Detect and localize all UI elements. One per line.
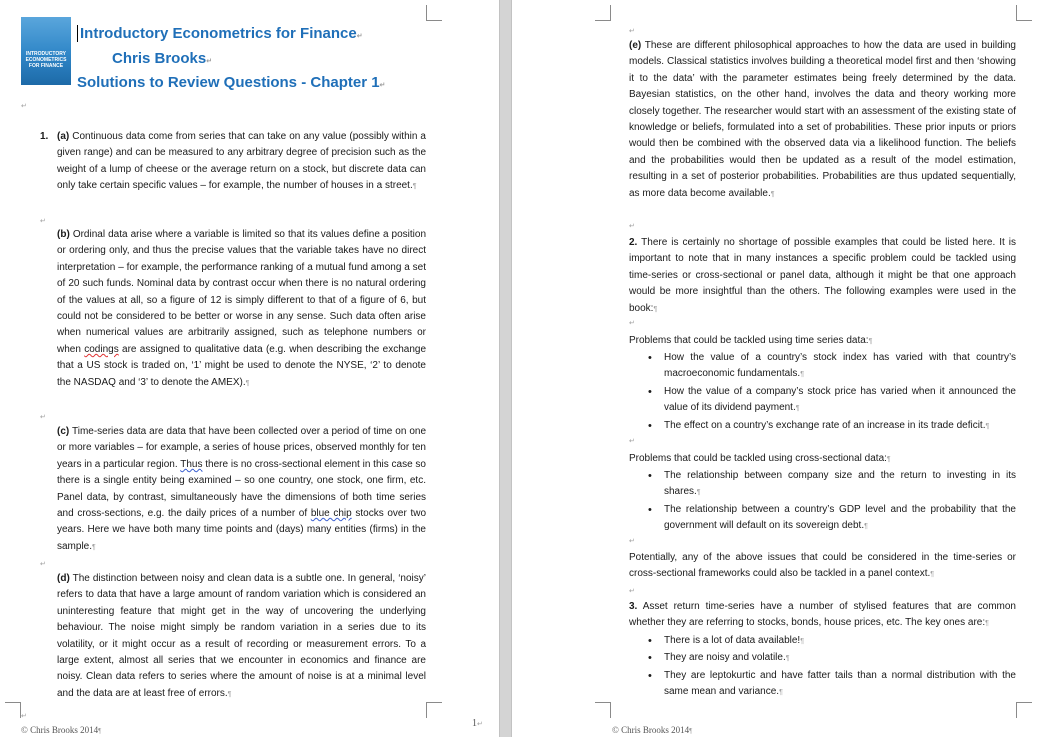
paragraph-mark: ↵	[629, 320, 635, 327]
author-name-text: Chris Brooks	[112, 50, 207, 67]
list-item-text: They are leptokurtic and have fatter tails than a normal distribution with the same mean and variance.	[664, 669, 1016, 698]
paragraph-mark: ↵	[629, 538, 635, 545]
list-item[interactable]: • How the value of a country’s stock index has varied with that country’s macroeconomic fundamentals.¶	[629, 350, 1016, 384]
paragraph-mark: ↵	[629, 438, 635, 445]
author-name: Chris Brooks↵	[112, 50, 213, 67]
page-footer[interactable]: © Chris Brooks 2014¶	[21, 725, 102, 735]
answer-2[interactable]: 2. There is certainly no shortage of possible examples that could be listed here. It is important to note that in many instances a specific problem could be tackled using time-series or cross-sectional or panel data, although it might be that one approach would be more insightful than the others. The following examples were used in the book:¶	[629, 237, 1016, 314]
answer-text: there is no cross-sectional element in this case so there is a single entity being examined – so one country, one stock, one firm, etc. Panel data, by contrast, simultaneously have the dimensions of both time series and cross-sections, e.g. the daily prices of a number of	[57, 458, 426, 520]
answer-text: are assigned to qualitative data (e.g. when describing the exchange that a US stock is traded on, ‘1’ might be used to denote the NYSE, ‘2’ to denote the NASDAQ and ‘3’ to denote the AMEX).	[57, 343, 427, 388]
crop-mark	[426, 5, 442, 21]
paragraph-mark: ↵	[629, 28, 635, 35]
part-label: (e)	[629, 40, 642, 51]
page-number: 1↵	[472, 718, 483, 729]
book-cover-image	[21, 17, 71, 85]
answer-3[interactable]: 3. Asset return time-series have a number of stylised features that are common whether they are referring to stocks, bonds, house prices, etc. The key ones are:¶	[629, 601, 1016, 629]
part-label: (d)	[57, 573, 70, 584]
book-cover-line: INTRODUCTORY	[26, 51, 66, 57]
answer-1c[interactable]: (c) Time-series data are data that have been collected over a period of time on one or more variables – for example, a series of house prices, observed monthly for ten years in a particular region. Thus there is no cross-sectional element in this case so there is a single entity being examined – so one country, one stock, one firm, etc. Panel data, by contrast, simultaneously have the dimensions of both time series and cross-sections, e.g. the daily prices of a number of blue chip stocks over two years. Here we have both many time points and (days) many entities (firms) in the sample.¶	[57, 426, 427, 552]
page-gutter	[499, 0, 512, 737]
paragraph-mark: ↵	[21, 713, 27, 720]
crop-mark	[595, 5, 611, 21]
list-item-text: How the value of a country’s stock index has varied with that country’s macroeconomic fundamentals.	[664, 352, 1016, 380]
document-title[interactable]: Introductory Econometrics for Finance↵	[77, 25, 363, 42]
crop-mark	[1016, 5, 1032, 21]
footer-text: © Chris Brooks 2014	[612, 725, 690, 735]
answer-1a-text[interactable]: (a) Continuous data come from series that can take on any value (possibly within a given range) and can be measured to any arbitrary degree of precision such as the weight of a lump of cheese or the average return on a stock, but discrete data can only take certain specific values – for example, the number of houses in a street.¶	[57, 131, 426, 192]
answer-text: Potentially, any of the above issues that could be considered in the time-series or cross-sectional frameworks could also be tackled in a panel context.	[629, 552, 1016, 580]
crop-mark	[595, 702, 611, 718]
list-item[interactable]: • How the value of a company’s stock price has varied when it announced the value of its dividend payment.¶	[629, 384, 1016, 418]
crop-mark	[1016, 702, 1032, 718]
paragraph-mark: ↵	[629, 223, 635, 230]
list-item-text: There is a lot of data available!	[664, 635, 801, 646]
paragraph-mark: ↵	[40, 561, 46, 568]
part-label: (a)	[57, 131, 70, 142]
grammar-flag: Thus	[180, 458, 203, 470]
cross-sectional-list	[629, 468, 1016, 536]
answer-text: stocks over two years. Here we have both many time points and (days) many entities (firms) in the sample.	[57, 508, 427, 552]
panel-paragraph[interactable]: Potentially, any of the above issues that could be considered in the time-series or cross-sectional frameworks could also be tackled in a panel context.¶	[629, 552, 1016, 580]
part-label: (b)	[57, 229, 70, 240]
list-heading: Problems that could be tackled using time series data:	[629, 335, 869, 346]
answer-text: Continuous data come from series that can take on any value (possibly within a given range) and can be measured to any arbitrary degree of precision such as the weight of a lump of cheese or the average return on a stock, but discrete data can only take certain specific values – for example, the number of houses in a street.	[57, 131, 426, 192]
part-label: (c)	[57, 426, 70, 437]
paragraph-mark: ↵	[40, 218, 46, 225]
list-item-text: How the value of a company’s stock price has varied when it announced the value of its dividend payment.	[664, 385, 1016, 414]
list-item[interactable]: • The relationship between a country’s GDP level and the probability that the government will default on its sovereign debt.¶	[629, 502, 1016, 536]
document-title-text: Introductory Econometrics for Finance	[80, 25, 357, 42]
paragraph-mark: ↵	[629, 588, 635, 595]
list-item-text: The relationship between a country’s GDP level and the probability that the government will default on its sovereign debt.	[664, 503, 1016, 532]
book-cover-line: ECONOMETRICS	[25, 57, 67, 63]
grammar-flag: blue chip	[310, 508, 352, 520]
cross-sectional-heading[interactable]: Problems that could be tackled using cross-sectional data:¶	[629, 453, 891, 464]
list-item-text: They are noisy and volatile.	[664, 652, 786, 664]
crop-mark	[5, 702, 21, 718]
footer-text: © Chris Brooks 2014	[21, 725, 99, 735]
answer-text: Ordinal data arise where a variable is limited so that its values define a position or ordering only, and thus the precise values that the variable takes have no direct interpretation – for example, the performance ranking of a mutual fund among a set of 20 such funds. Nominal data by contrast occur when there is no natural ordering of the values at all, so a figure of 12 is simply different to that of a figure of 6, but could not be considered to be better or worse in any sense. Such data often arise when numerical values are arbitrarily assigned, such as telephone numbers or when	[57, 229, 427, 355]
answer-text: These are different philosophical approaches to how the data are used in building models. Classical statistics involves building a theoretical model first and then ‘showing it to the data’ with the parameter estimates being freely determined by the data. Bayesian statistics, on the other hand, involves the data and theory working more closely together. The researcher would start with an assessment of the existing state of knowledge or beliefs, formulated into a set of probabilities. These prior inputs or priors would then be combined with the observed data via a likelihood function. The beliefs and the probabilities would then be updated as a result of the model estimation, resulting in a set of posterior probabilities. Probabilities are thus updated sequentially, as more data become available.	[629, 40, 1016, 199]
answer-1b[interactable]: (b) Ordinal data arise where a variable is limited so that its values define a position or ordering only, and thus the precise values that the variable takes have no direct interpretation – for example, the performance ranking of a mutual fund among a set of 20 such funds. Nominal data by contrast occur when there is no natural ordering of the values at all, so a figure of 12 is simply different to that of a figure of 6, but could not be considered to be better or worse in any sense. Such data often arise when numerical values are arbitrarily assigned, such as telephone numbers or when codings are assigned to qualitative data (e.g. when describing the exchange that a US stock is traded on, ‘1’ might be used to denote the NYSE, ‘2’ to denote the NASDAQ and ‘3’ to denote the AMEX).¶	[57, 229, 427, 388]
answer-text: Asset return time-series have a number of stylised features that are common whether they are referring to stocks, bonds, house prices, etc. The key ones are:	[629, 601, 1016, 629]
list-item[interactable]: • There is a lot of data available!¶	[629, 633, 1016, 650]
document-subtitle-text: Solutions to Review Questions - Chapter 1	[77, 74, 380, 91]
crop-mark	[426, 702, 442, 718]
list-item[interactable]: • The effect on a country’s exchange rate of an increase in its trade deficit.¶	[629, 418, 1016, 435]
list-item-text: The relationship between company size and the return to investing in its shares.	[664, 470, 1016, 498]
document-page-left	[0, 0, 499, 737]
list-heading: Problems that could be tackled using cross-sectional data:	[629, 453, 887, 464]
list-item[interactable]: • They are noisy and volatile.¶	[629, 650, 1016, 667]
paragraph-mark: ↵	[21, 103, 27, 110]
list-item[interactable]: • They are leptokurtic and have fatter tails than a normal distribution with the same mean and variance.¶	[629, 668, 1016, 702]
list-item-text: The effect on a country’s exchange rate of an increase in its trade deficit.	[664, 419, 986, 431]
page-footer[interactable]: © Chris Brooks 2014¶	[612, 725, 693, 735]
answer-1e[interactable]: (e) These are different philosophical approaches to how the data are used in building models. Classical statistics involves building a theoretical model first and then ‘showing it to the data’ with the parameter estimates being freely determined by the data. Bayesian statistics, on the other hand, involves the data and theory working more closely together. The researcher would start with an assessment of the existing state of knowledge or beliefs, formulated into a set of probabilities. These prior inputs or priors would then be combined with the observed data via a likelihood function. The beliefs and the probabilities would then be updated as a result of the model estimation, resulting in a set of posterior probabilities. Probabilities are thus updated sequentially, as more data become available.¶	[629, 40, 1016, 199]
document-subtitle: Solutions to Review Questions - Chapter 1↵	[77, 74, 386, 91]
list-item[interactable]: • The relationship between company size and the return to investing in its shares.¶	[629, 468, 1016, 502]
paragraph-mark: ↵	[40, 414, 46, 421]
question-number: 3.	[629, 601, 638, 612]
question-number: 2.	[629, 237, 638, 248]
answer-text: The distinction between noisy and clean data is a subtle one. In general, ‘noisy’ refers to data that have a large amount of random variation which is considered an uninteresting feature that might get in the way of uncovering the underlying behaviour. The noise might simply be random variation in a series due to its volatility, or it might occur as a result of recording or measurement errors. To a large extent, almost all series that we encounter in economics and finance are noisy. Clean data refers to series where the amount of noise is at a minimal level and the data are at least free of errors.	[57, 573, 426, 699]
book-cover-line: FOR FINANCE	[28, 63, 64, 69]
time-series-heading[interactable]: Problems that could be tackled using time series data:¶	[629, 335, 873, 346]
spelling-flag: codings	[84, 343, 119, 355]
answer-text: There is certainly no shortage of possible examples that could be listed here. It is important to note that in many instances a specific problem could be tackled using time-series or cross-sectional or panel data, although it might be that one approach would be more insightful than the others. The following examples were used in the book:	[629, 237, 1016, 314]
document-page-right	[512, 0, 1039, 737]
stylised-features-list	[629, 633, 1016, 702]
page-number-text: 1	[472, 718, 477, 729]
question-number: 1.	[40, 131, 49, 142]
answer-1d[interactable]: (d) The distinction between noisy and clean data is a subtle one. In general, ‘noisy’ refers to data that have a large amount of random variation which is considered an uninteresting feature that might get in the way of uncovering the underlying behaviour. The noise might simply be random variation in a series due to its volatility, or it might occur as a result of recording or measurement errors. To a large extent, almost all series that we encounter in economics and finance are noisy. Clean data refers to series where the amount of noise is at a minimal level and the data are at least free of errors.¶	[57, 573, 426, 699]
answer-text: Time-series data are data that have been collected over a period of time on one or more variables – for example, a series of house prices, observed monthly for ten years in a particular region.	[57, 426, 426, 470]
time-series-list	[629, 350, 1016, 435]
